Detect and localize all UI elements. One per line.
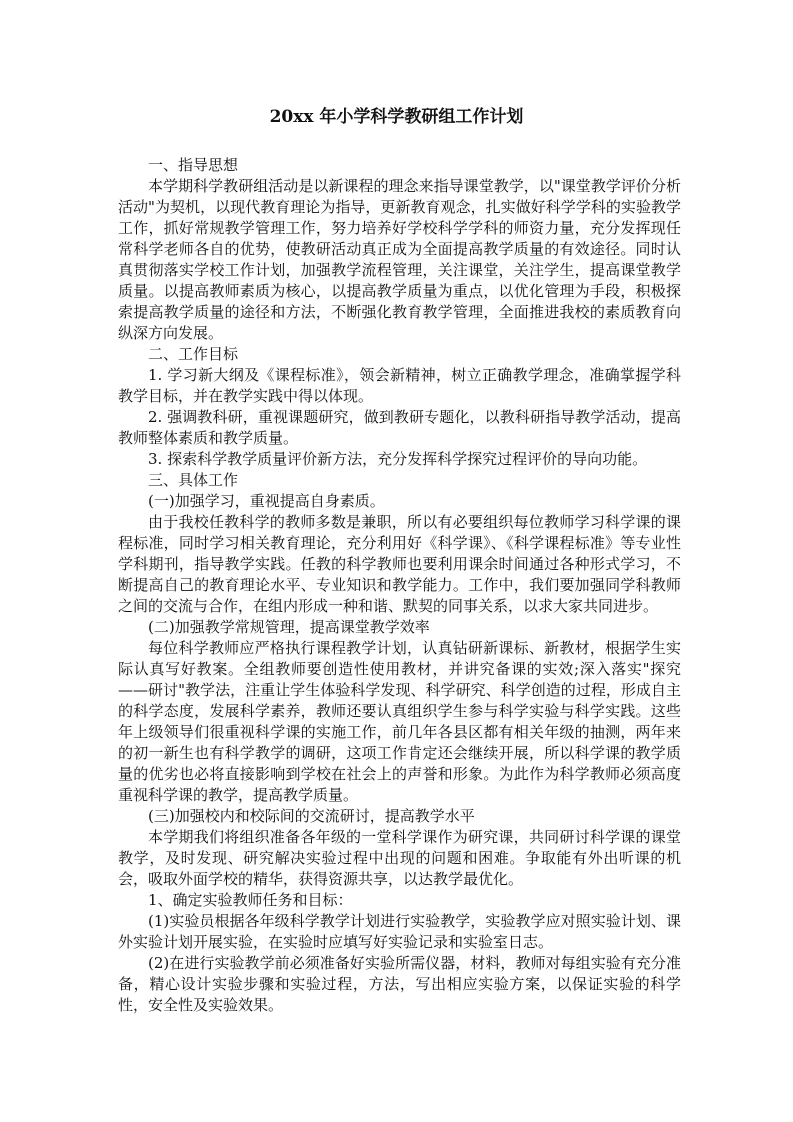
subsection-heading: (二)加强教学常规管理，提高课堂教学效率 [148, 618, 430, 636]
list-item: 3. 探索科学教学质量评价新方法，充分发挥科学探究过程评价的导向功能。 [148, 450, 648, 468]
subsection-heading: (三)加强校内和校际间的交流研讨，提高教学水平 [148, 807, 475, 825]
section-heading: 三、具体工作 [148, 471, 239, 489]
paragraph: 本学期我们将组织准备各年级的一堂科学课作为研究课，共同研讨科学课的课堂教学，及时发现、研究解决实验过程中出现的问题和困难。争取能有外出听课的机会，吸取外面学校的精华，获得资源共享，以达教学最优化。 [118, 828, 681, 888]
document-body [118, 155, 681, 1016]
list-item: (2)在进行实验教学前必须准备好实验所需仪器，材料，教师对每组实验有充分准备，精心设计实验步骤和实验过程，方法，写出相应实验方案，以保证实验的科学性，安全性及实验效果。 [118, 954, 681, 1014]
subsection-heading: (一)加强学习，重视提高自身素质。 [148, 492, 385, 510]
section-heading: 一、指导思想 [148, 156, 239, 174]
list-item: (1)实验员根据各年级科学教学计划进行实验教学，实验教学应对照实验计划、课外实验计划开展实验，在实验时应填写好实验记录和实验室日志。 [118, 912, 681, 951]
list-item: 2. 强调教科研，重视课题研究，做到教研专题化，以教科研指导教学活动，提高教师整体素质和教学质量。 [118, 408, 681, 447]
paragraph: 本学期科学教研组活动是以新课程的理念来指导课堂教学，以"课堂教学评价分析活动"为契机，以现代教育理论为指导，更新教育观念，扎实做好科学学科的实验教学工作，抓好常规教学管理工作，努力培养好学校科学学科的师资力量，充分发挥现任常科学老师各自的优势，使教研活动真正成为全面提高教学质量的有效途径。同时认真贯彻落实学校工作计划，加强教学流程管理，关注课堂，关注学生，提高课堂教学质量。以提高教师素质为核心，以提高教学质量为重点，以优化管理为手段，积极探索提高教学质量的途径和方法，不断强化教育教学管理，全面推进我校的素质教育向纵深方向发展。 [118, 177, 681, 342]
item-heading: 1、确定实验教师任务和目标： [148, 891, 353, 909]
paragraph: 每位科学教师应严格执行课程教学计划，认真钻研新课标、新教材，根据学生实际认真写好教案。全组教师要创造性使用教材，并讲究备课的实效;深入落实"探究——研讨"教学法，注重让学生体验科学发现、科学研究、科学创造的过程，形成自主的科学态度，发展科学素养，教师还要认真组织学生参与科学实验与科学实践。这些年上级领导们很重视科学课的实施工作，前几年各县区都有相关年级的抽测，两年来的初一新生也有科学教学的调研，这项工作肯定还会继续开展，所以科学课的教学质量的优劣也必将直接影响到学校在社会上的声誉和形象。为此作为科学教师必须高度重视科学课的教学，提高教学质量。 [118, 639, 681, 804]
document-title: 20xx 年小学科学教研组工作计划 [269, 107, 524, 127]
list-item: 1. 学习新大纲及《课程标准》，领会新精神，树立正确教学理念，准确掌握学科教学目标，并在教学实践中得以体现。 [118, 366, 681, 405]
paragraph: 由于我校任教科学的教师多数是兼职，所以有必要组织每位教师学习科学课的课程标准，同时学习相关教育理论，充分利用好《科学课》、《科学课程标准》等专业性学科期刊，指导教学实践。任教的科学教师也要利用课余时间通过各种形式学习，不断提高自己的教育理论水平、专业知识和教学能力。工作中，我们要加强同学科教师之间的交流与合作，在组内形成一种和谐、默契的同事关系，以求大家共同进步。 [118, 513, 681, 615]
section-heading: 二、工作目标 [148, 345, 239, 363]
